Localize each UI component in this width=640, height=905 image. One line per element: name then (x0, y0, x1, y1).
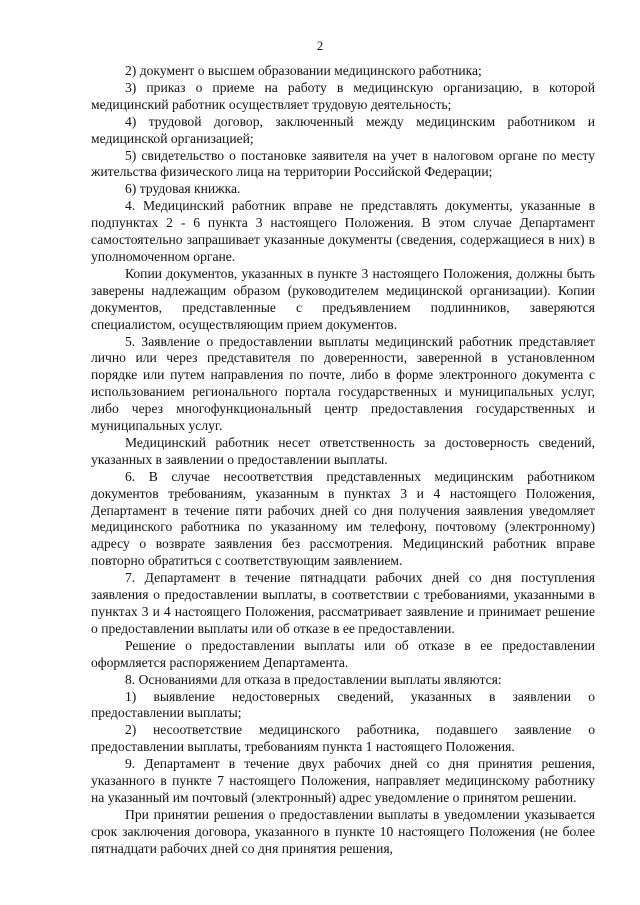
paragraph: 4. Медицинский работник вправе не представлять документы, указанные в подпунктах 2 - 6 пункта 3 настоящего Положения. В этом случае Департамент самостоятельно запрашивает указанные документы (сведения, содержащиеся в них) в уполномоченном органе. (91, 198, 595, 264)
paragraph: 2) несоответствие медицинского работника, подавшего заявление о предоставлении выплаты, требованиям пункта 1 настоящего Положения. (91, 722, 595, 755)
paragraph: 3) приказ о приеме на работу в медицинскую организацию, в которой медицинский работник осуществляет трудовую деятельность; (91, 79, 595, 112)
page-number: 2 (316, 39, 324, 53)
paragraph: 5) свидетельство о постановке заявителя на учет в налоговом органе по месту жительства физического лица на территории Российской Федерации; (91, 147, 595, 180)
paragraph: 2) документ о высшем образовании медицинского работника; (125, 63, 482, 78)
paragraph: Решение о предоставлении выплаты или об отказе в ее предоставлении оформляется распоряжением Департамента. (91, 637, 595, 670)
paragraph: Копии документов, указанных в пункте 3 настоящего Положения, должны быть заверены надлежащим образом (руководителем медицинской организации). Копии документов, представленные с предъявлением подлинников, заверяются специалистом, осуществляющим прием документов. (91, 265, 595, 332)
paragraph: 4) трудовой договор, заключенный между медицинским работником и медицинской организацией; (91, 113, 595, 146)
paragraph: При принятии решения о предоставлении выплаты в уведомлении указывается срок заключения договора, указанного в пункте 10 настоящего Положения (не более пятнадцати рабочих дней со дня принятия решения, (91, 806, 595, 856)
paragraph: 5. Заявление о предоставлении выплаты медицинский работник представляет лично или через представителя по доверенности, заверенной в установленном порядке или путем направления по почте, либо в форме электронного документа с использованием регионального портала государственных и муниципальных услуг, либо через многофункциональный центр предоставления государственных и муниципальных услуг. (91, 333, 595, 434)
document-body (91, 63, 595, 858)
paragraph: Медицинский работник несет ответственность за достоверность сведений, указанных в заявлении о предоставлении выплаты. (91, 434, 595, 467)
paragraph: 6) трудовая книжка. (125, 181, 241, 197)
paragraph: 1) выявление недостоверных сведений, указанных в заявлении о предоставлении выплаты; (91, 688, 595, 721)
paragraph: 8. Основаниями для отказа в предоставлении выплаты являются: (125, 671, 502, 687)
paragraph: 7. Департамент в течение пятнадцати рабочих дней со дня поступления заявления о предоставлении выплаты, в соответствии с требованиями, указанными в пунктах 3 и 4 настоящего Положения, рассматривает заявление и принимает решение о предоставлении выплаты или об отказе в ее предоставлении. (91, 570, 595, 636)
paragraph: 9. Департамент в течение двух рабочих дней со дня принятия решения, указанного в пункте 7 настоящего Положения, направляет медицинскому работнику на указанный им почтовый (электронный) адрес уведомление о принятом решении. (91, 756, 595, 805)
paragraph: 6. В случае несоответствия представленных медицинским работником документов требованиям, указанным в пунктах 3 и 4 настоящего Положения, Департамент в течение пяти рабочих дней со дня получения заявления уведомляет медицинского работника по указанному им телефону, почтовому (электронному) адресу о возврате заявления без рассмотрения. Медицинский работник вправе повторно обратиться с соответствующим заявлением. (91, 468, 595, 569)
